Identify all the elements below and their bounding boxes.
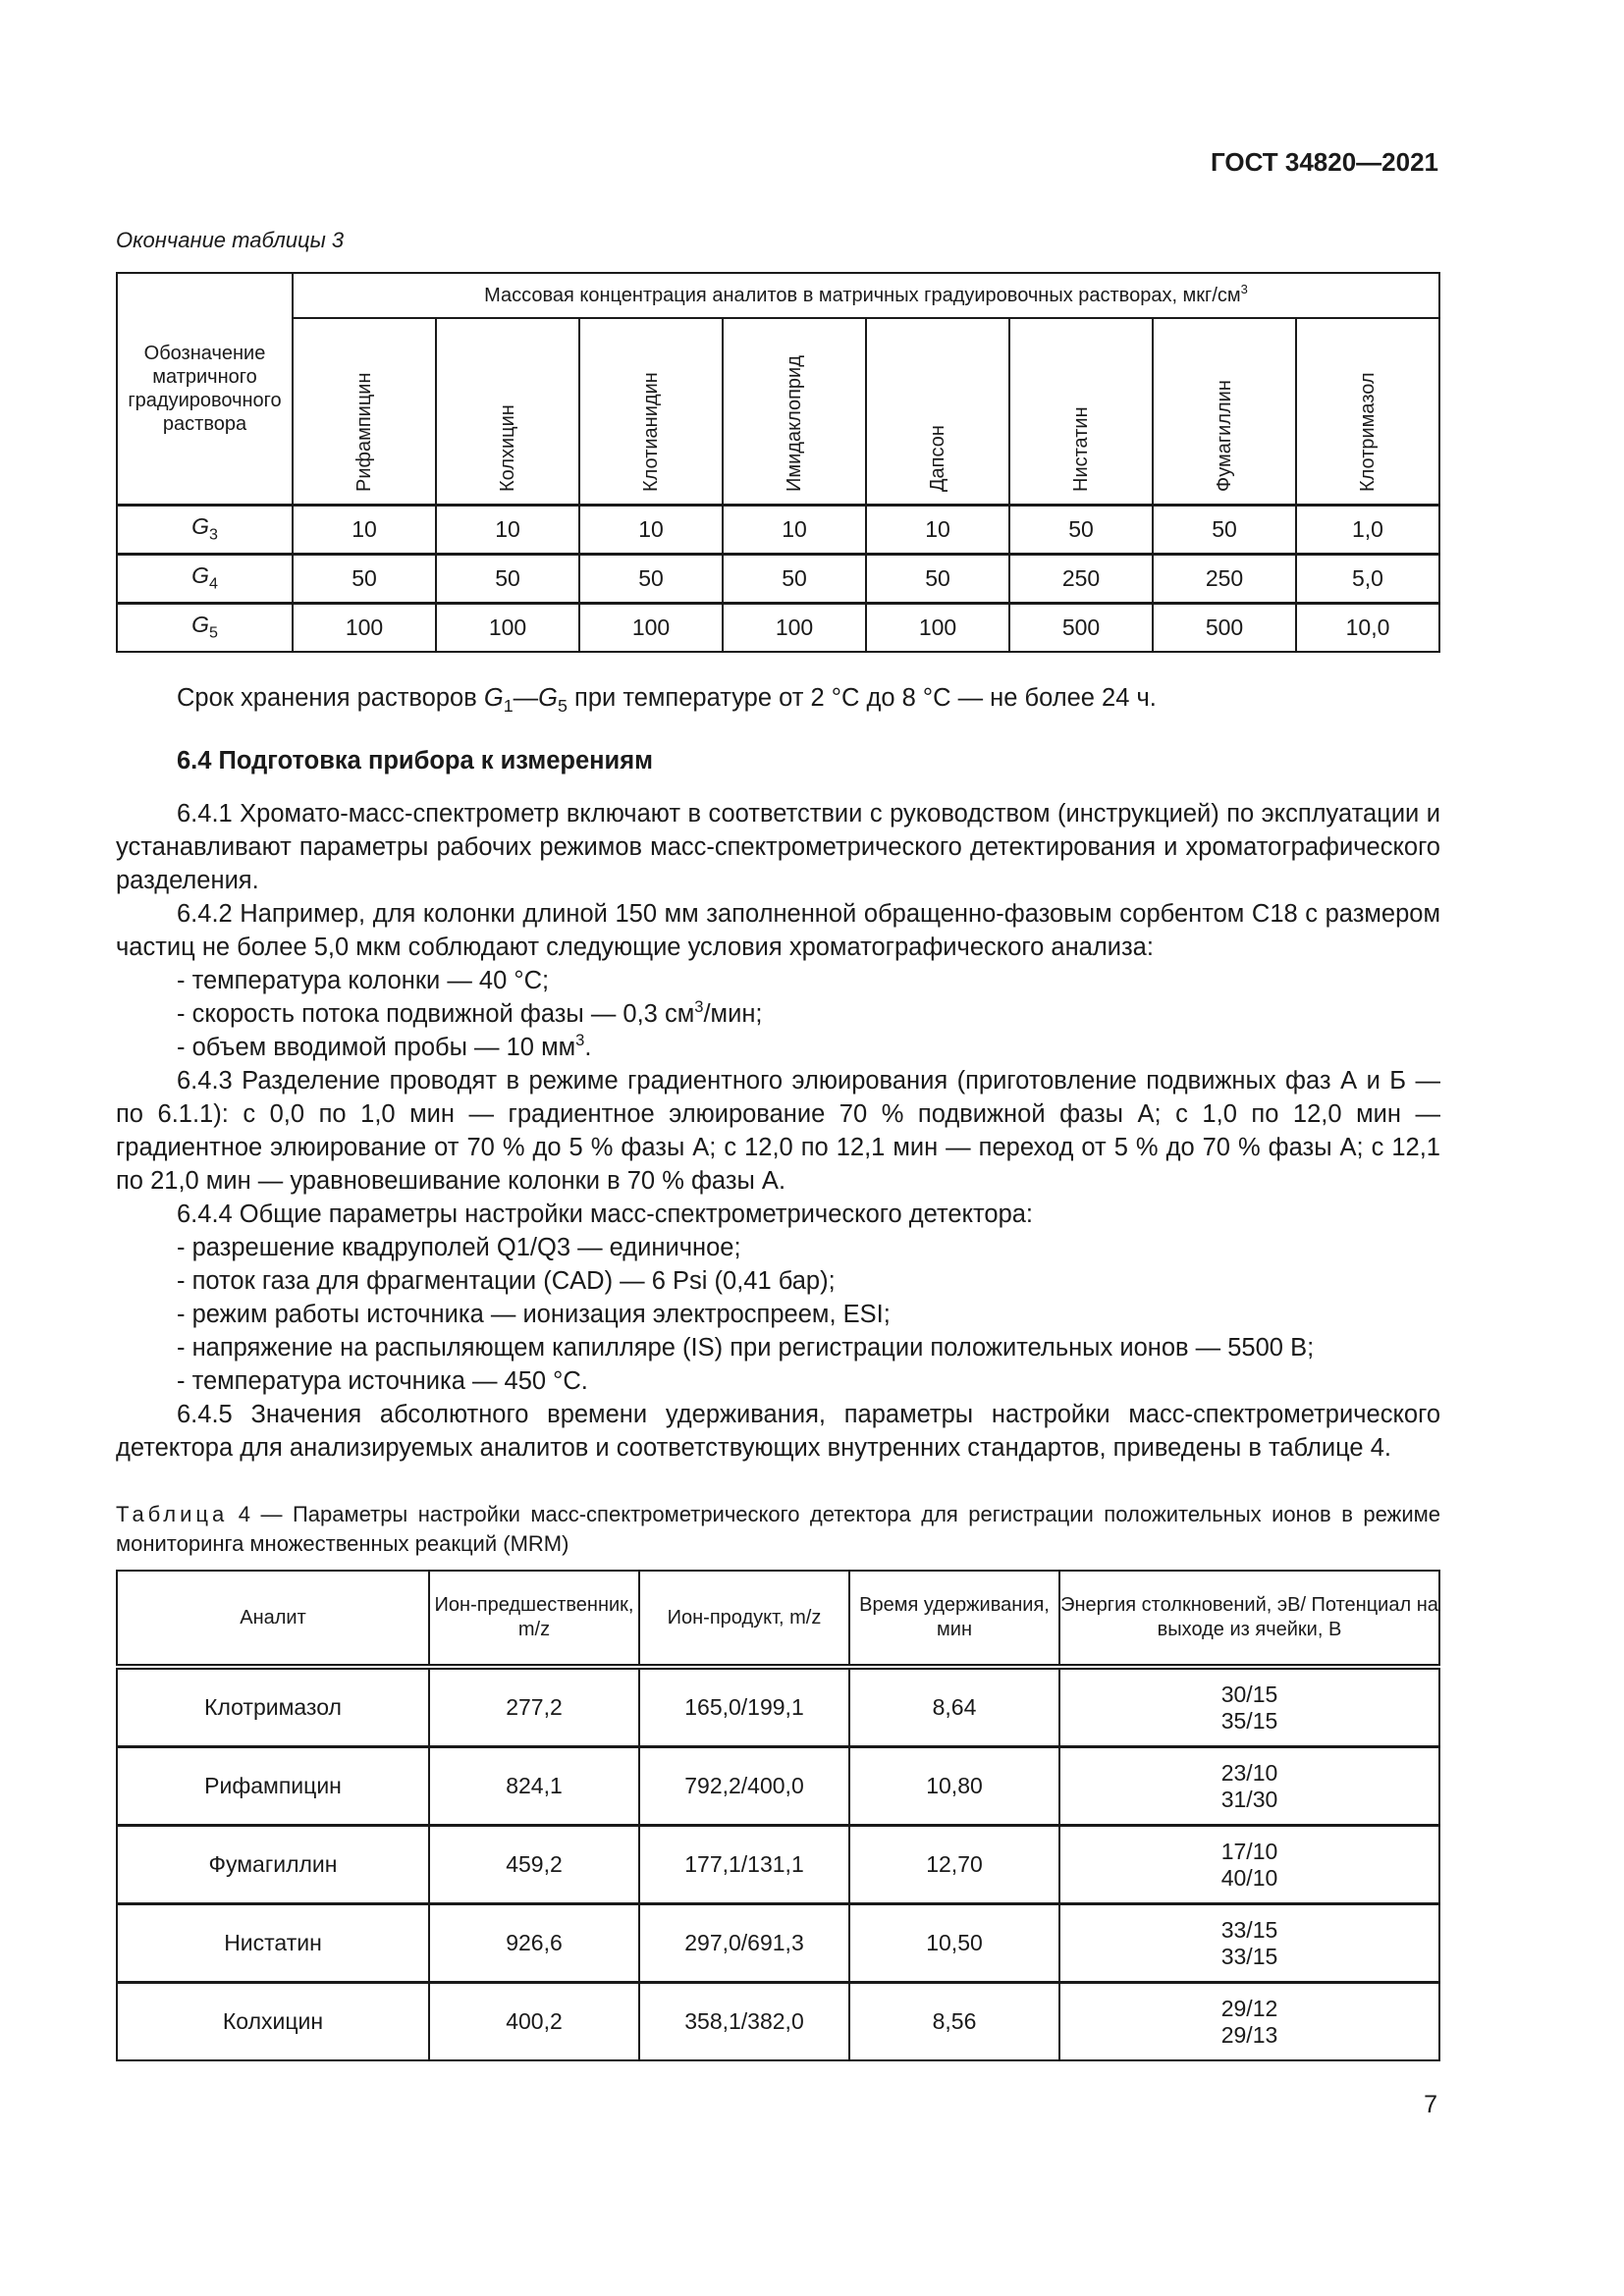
designation-cell: $G_4$ — [117, 554, 293, 603]
product-cell: 177,1/131,1 — [639, 1826, 849, 1904]
storage-note: Срок хранения растворов $G_1—G_5$ при температуре от 2 °С до 8 °С — не более 24 ч. — [177, 684, 1157, 717]
column-header: Фумагиллин — [1153, 318, 1296, 505]
energy-cell: 33/15 33/15 — [1059, 1904, 1439, 1983]
column-header: Нистатин — [1009, 318, 1153, 505]
list-item: - разрешение квадруполей Q1/Q3 — единичное; — [177, 1234, 741, 1262]
table-row — [117, 603, 1439, 652]
value-cell: 500 — [1153, 603, 1296, 652]
analyte-cell: Клотримазол — [117, 1667, 429, 1747]
value-cell: 50 — [723, 554, 866, 603]
column-header: Аналит — [117, 1571, 429, 1667]
retention-time-cell: 8,64 — [849, 1667, 1059, 1747]
standard-id-header: ГОСТ 34820—2021 — [1211, 147, 1438, 177]
list-item: - объем вводимой пробы — 10 $мм^3$. — [177, 1031, 592, 1062]
energy-cell: 30/15 35/15 — [1059, 1667, 1439, 1747]
product-cell: 165,0/199,1 — [639, 1667, 849, 1747]
value-cell: 10 — [723, 505, 866, 554]
table3-continuation-label: Окончание таблицы 3 — [116, 228, 345, 252]
list-item: - скорость потока подвижной фазы — 0,3 $см^3$/мин; — [177, 997, 763, 1029]
table-row — [117, 1826, 1439, 1904]
list-item: - поток газа для фрагментации (CAD) — 6 Psi (0,41 бар); — [177, 1267, 836, 1296]
value-cell: 10 — [293, 505, 436, 554]
value-cell: 100 — [723, 603, 866, 652]
column-header: Колхицин — [436, 318, 579, 505]
table-row — [117, 554, 1439, 603]
analyte-cell: Колхицин — [117, 1983, 429, 2061]
list-item: - напряжение на распыляющем капилляре (IS) при регистрации положительных ионов — 5500 В; — [177, 1334, 1315, 1362]
value-cell: 10 — [436, 505, 579, 554]
analyte-cell: Рифампицин — [117, 1747, 429, 1826]
value-cell: 10,0 — [1296, 603, 1439, 652]
value-cell: 50 — [579, 554, 723, 603]
column-header: Ион-продукт, m/z — [639, 1571, 849, 1667]
column-header: Клотримазол — [1296, 318, 1439, 505]
value-cell: 50 — [293, 554, 436, 603]
value-cell: 50 — [866, 554, 1009, 603]
value-cell: 100 — [293, 603, 436, 652]
column-header: Имидаклоприд — [723, 318, 866, 505]
table-4 — [116, 1570, 1440, 2061]
precursor-cell: 926,6 — [429, 1904, 639, 1983]
value-cell: 50 — [436, 554, 579, 603]
paragraph-6-4-5: 6.4.5 Значения абсолютного времени удерживания, параметры настройки масс-спектрометрического детектора для анализируемых аналитов и соответствующих внутренних стандартов, приведены в таблице 4. — [116, 1401, 1440, 1463]
paragraph-6-4-2: 6.4.2 Например, для колонки длиной 150 мм заполненной обращенно-фазовым сорбентом С18 с размером частиц не более 5,0 мкм соблюдают следующие условия хроматографического анализа: — [116, 900, 1440, 962]
energy-cell: 17/10 40/10 — [1059, 1826, 1439, 1904]
product-cell: 792,2/400,0 — [639, 1747, 849, 1826]
analyte-cell: Нистатин — [117, 1904, 429, 1983]
column-header: Клотианидин — [579, 318, 723, 505]
precursor-cell: 459,2 — [429, 1826, 639, 1904]
table-row — [117, 505, 1439, 554]
value-cell: 50 — [1009, 505, 1153, 554]
precursor-cell: 824,1 — [429, 1747, 639, 1826]
table-3 — [116, 272, 1440, 653]
table-row — [117, 1667, 1439, 1747]
value-cell: 100 — [579, 603, 723, 652]
value-cell: 250 — [1009, 554, 1153, 603]
retention-time-cell: 8,56 — [849, 1983, 1059, 2061]
designation-cell: $G_5$ — [117, 603, 293, 652]
product-cell: 358,1/382,0 — [639, 1983, 849, 2061]
paragraph-6-4-4: 6.4.4 Общие параметры настройки масс-спектрометрического детектора: — [177, 1201, 1034, 1229]
precursor-cell: 277,2 — [429, 1667, 639, 1747]
value-cell: 500 — [1009, 603, 1153, 652]
table-row — [117, 1983, 1439, 2061]
value-cell: 10 — [866, 505, 1009, 554]
value-cell: 100 — [436, 603, 579, 652]
energy-cell: 23/10 31/30 — [1059, 1747, 1439, 1826]
paragraph-6-4-1: 6.4.1 Хромато-масс-спектрометр включают в соответствии с руководством (инструкцией) по эксплуатации и устанавливают параметры рабочих режимов масс-спектрометрического детектирования и хроматографического разделения. — [116, 800, 1440, 895]
energy-cell: 29/12 29/13 — [1059, 1983, 1439, 2061]
value-cell: 250 — [1153, 554, 1296, 603]
column-header: Дапсон — [866, 318, 1009, 505]
table-row — [117, 1747, 1439, 1826]
table4-caption: Таблица 4 — Параметры настройки масс-спектрометрического детектора для регистрации положительных ионов в режиме мониторинга множественных реакций (MRM) — [116, 1502, 1440, 1556]
analyte-cell: Фумагиллин — [117, 1826, 429, 1904]
value-cell: 50 — [1153, 505, 1296, 554]
designation-cell: $G_3$ — [117, 505, 293, 554]
retention-time-cell: 10,50 — [849, 1904, 1059, 1983]
value-cell: 100 — [866, 603, 1009, 652]
retention-time-cell: 10,80 — [849, 1747, 1059, 1826]
retention-time-cell: 12,70 — [849, 1826, 1059, 1904]
body-text — [116, 681, 1440, 1465]
paragraph-6-4-3: 6.4.3 Разделение проводят в режиме градиентного элюирования (приготовление подвижных фаз А и Б — по 6.1.1): с 0,0 по 1,0 мин — градиентное элюирование 70 % подвижной фазы А; с 1,0 по 12,0 мин — градиентное элюирование от 70 % до 5 % фазы А; с 12,0 по 12,1 мин — переход от 5 % до 70 % фазы А; с 12,1 по 21,0 мин — уравновешивание колонки в 70 % фазы А. — [116, 1067, 1440, 1196]
product-cell: 297,0/691,3 — [639, 1904, 849, 1983]
page-number: 7 — [1424, 2091, 1437, 2118]
list-item: - режим работы источника — ионизация электроспреем, ESI; — [177, 1301, 891, 1329]
list-item: - температура колонки — 40 °С; — [177, 967, 550, 995]
column-header: Энергия столкновений, эВ/ Потенциал на выходе из ячейки, В — [1059, 1571, 1439, 1667]
value-cell: 1,0 — [1296, 505, 1439, 554]
concentration-group-header: Массовая концентрация аналитов в матричных градуировочных растворах, мкг/$см^3$ — [293, 273, 1439, 318]
column-header: Время удерживания, мин — [849, 1571, 1059, 1667]
precursor-cell: 400,2 — [429, 1983, 639, 2061]
section-heading: 6.4 Подготовка прибора к измерениям — [177, 747, 653, 775]
table-row — [117, 1904, 1439, 1983]
designation-header: Обозначение матричного градуировочного раствора — [117, 273, 293, 505]
list-item: - температура источника — 450 °С. — [177, 1367, 588, 1396]
value-cell: 10 — [579, 505, 723, 554]
column-header: Рифампицин — [293, 318, 436, 505]
value-cell: 5,0 — [1296, 554, 1439, 603]
column-header: Ион-предшественник, m/z — [429, 1571, 639, 1667]
